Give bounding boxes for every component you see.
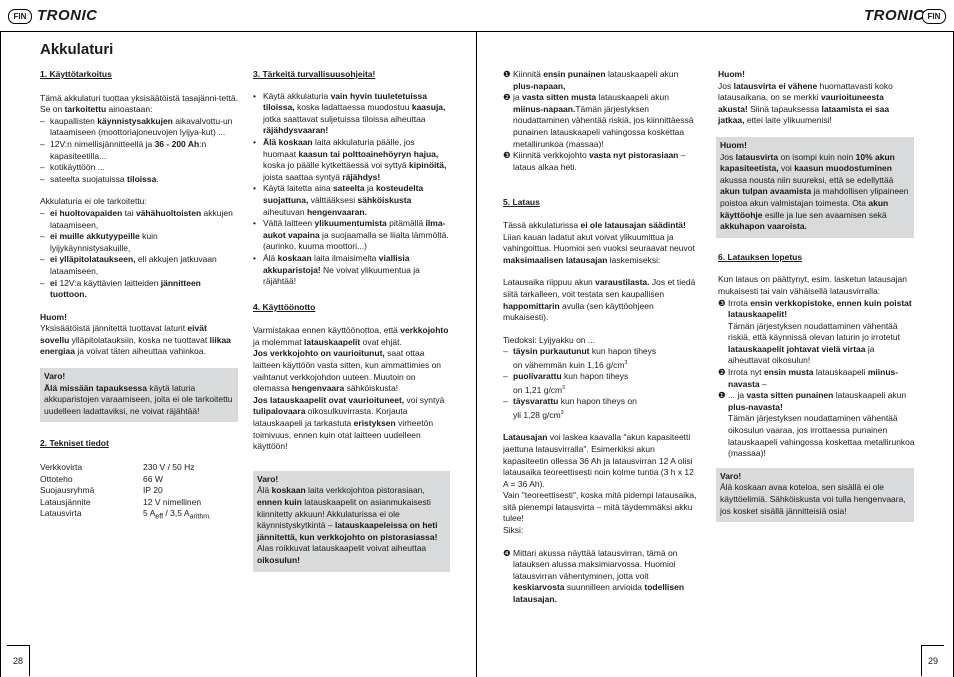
charging-p3: Tiedoksi: Lyijyakku on ... — [503, 334, 595, 345]
info-box: Huom! Jos latausvirta on isompi kuin noin 10% akun kapasiteetista, voi kaasun muodostuminen akussa nousta niin suureksi, että se edellyttää akun tulpan avaamista ja mahdollisen ylipaineen poistoa akun valmistajan toimesta. Ota akun käyttöohje esille ja lue sen avaamisen sekä akkuhapon vaaroista. — [716, 137, 914, 238]
step-4: ❹ Mittari akussa näyttää latausvirran, tämä on latauksen alussa maksimiarvossa. Huomioi latausvirran vähentyminen, jotta voit keskiarvosta suunnilleen arvioida todellisen latausajan. — [503, 547, 685, 605]
section-heading-tech: 2. Tekniset tiedot — [40, 438, 109, 449]
list-item: – ei muille akkutyypeille kuin lyijykäynnistysakuille, — [40, 231, 238, 254]
usage-list — [40, 116, 238, 186]
section-heading-end: 6. Latauksen lopetus — [718, 251, 803, 262]
list-item: – täysin purkautunut kun hapon tiheys on vähemmän kuin 1,16 $g/cm^3$ — [503, 346, 700, 371]
step-2: ❷ ja vasta sitten musta latauskaapeli akun miinus-napaan.Tämän järjestyksen noudattaminen vähentää riskiä, jos kiinnittäessä punainen latauskaapeli vahingossa koskettaa metallirunkoa (massaa)! — [503, 92, 694, 149]
charging-p4: Latausajan voi laskea kaavalla "akun kapasiteetti jaettuna latausvirralla". Esimerkiksi akun kapasiteetin ollessa 36 Ah ja latausvirran 12 A olisi latausaika teoreettisesti noin kolme tuntia (3 h x 12 A = 36 Ah). — [503, 432, 694, 489]
brand-logo-right: TRONIC — [864, 7, 925, 24]
section-heading-usage: 1. Käyttötarkoitus — [40, 69, 112, 79]
end-step-1: ❶ ... ja vasta sitten punainen latauskaapeli akun plus-navasta! Tämän järjestyksen noudattaminen vähentää oikosulun vaaraa, jos irrottaessa punainen latauskaapeli vahingossa koskettaa metallirunkoa (massaa)! — [718, 390, 915, 459]
column-1 — [40, 69, 238, 524]
table-row: Verkkovirta 230 V / 50 Hz — [40, 462, 195, 473]
list-item: – sateelta suojatuissa tiloissa. — [40, 174, 238, 186]
section-heading-safety: 3. Tärkeitä turvallisuusohjeita! — [253, 69, 376, 79]
list-item: – kaupallisten käynnistysakkujen aikavalvottu-un lataamiseen (moottoriajoneuvojen lyijya-kut) ... — [40, 116, 238, 139]
caution-box-3: Varo! Älä koskaan avaa koteloa, sen sisällä ei ole käyttöelimiä. Sähköiskusta voi tulla hengenvaara, jos kosket sisällä jännitteisiä osia! — [716, 468, 914, 522]
lang-badge-right: FIN — [922, 9, 946, 24]
step-1: ❶ Kiinnitä ensin punainen latauskaapeli akun plus-napaan, — [503, 69, 679, 91]
startup-p2: Jos verkkojohto on vaurioitunut, saat ottaa laitteen käyttöön vasta sitten, kun ammattimies on vaihtanut verkkojohdon uuteen. Muutoin on olemassa hengenvaara sähköiskusta! — [253, 348, 442, 394]
density-list — [503, 346, 700, 421]
not-intended-list — [40, 208, 238, 301]
column-3 — [503, 69, 700, 606]
startup-p3: Jos latauskaapelit ovat vaurioituneet, voi syntyä tulipalovaara oikosulkuvirrasta. Korjauta latauskaapeli ja tarkastuta eristyksen virheetön toimivuus, ennen kuin otat laitteen uudelleen käyttöön! — [253, 394, 445, 452]
end-step-2: ❷ Irrota nyt ensin musta latauskaapeli miinus-navasta – — [718, 367, 899, 389]
top-divider — [0, 31, 954, 32]
caution-box-2: Varo! Älä koskaan laita verkkojohtoa pistorasiaan, ennen kuin latauskaapelit on asianmukaisesti kiinnitetty akkuun! Akkulaturissa ei ole käynnistyskytkintä – latauskaapeleissa on heti jännitettä, kun verkkojohto on pistorasiassa! Alas roikkuvat latauskaapelit voivat aiheuttaa oikosulun! — [253, 471, 450, 572]
warning-text: Yksisäätöistä jännitettä tuottavat laturit eivät sovellu ylläpitolatauksiin, koska ne tuottavat liikaa energiaa ja voivat täten aiheuttaa vahinkoa. — [40, 323, 231, 357]
note-heading: Huom! — [718, 69, 745, 79]
brand-logo-left: TRONIC — [37, 7, 98, 24]
charging-p5: Vain "teoreettisesti", koska mitä pidempi latausaika, sitä pienempi latausvirta – mitä täydemmäksi akku tulee! — [503, 490, 697, 524]
list-item: • Älä koskaan laita akkulaturia päälle, jos huomaat kaasun tai polttoainehöyryn hajua, koska jo päälle kytkettäessä voi syttyä kipinöitä, joista saattaa syntyä räjähdys! — [253, 137, 450, 183]
warning-heading: Huom! — [40, 311, 67, 322]
end-step-3: ❸ Irrota ensin verkkopistoke, ennen kuin poistat latauskaapelit! Tämän järjestyksen noudattaminen vähentää riskiä, että käynnissä olevan laturin jo irrotetut latauskaapelit johtavat vielä virtaa ja aiheuttavat oikosulun! — [718, 297, 912, 366]
list-item: – puolivarattu kun hapon tiheys on 1,21 $g/cm^3$ — [503, 371, 700, 396]
tech-specs-table — [40, 462, 211, 524]
end-intro: Kun lataus on päättynyt, esim. lasketun latausajan mukaisesti tai vain vähäisellä latausvirralla: — [718, 274, 908, 296]
list-item: • Käytä akkulaturia vain hyvin tuuletetuissa tiloissa, koska ladattaessa muodostuu kaasuja, jotka saattavat suljetuissa tiloissa aiheuttaa räjähdysvaaran! — [253, 91, 450, 137]
table-row: Latausjännite 12 V nimellinen — [40, 496, 202, 507]
list-item: – täysvarattu kun hapon tiheys on yli 1,28 $g/cm^3$ — [503, 396, 700, 421]
page-number-right: 29 — [921, 645, 944, 676]
not-intended-intro: Akkulaturia ei ole tarkoitettu: — [40, 196, 147, 207]
list-item: • Vältä laitteen ylikuumentumista pitämällä ilma-aukot vapaina ja suojaamalla se liialta lämmöltä. (aurinko, kuuma moottori...) — [253, 218, 450, 253]
table-row: Latausvirta 5 $A_{eff} / 3,5$ $A_{arithm.}$ — [40, 508, 212, 522]
table-row: Suojausryhmä IP 20 — [40, 485, 163, 496]
list-item: – ei 12V:a käyttävien laitteiden jännitteen tuottoon. — [40, 278, 238, 301]
column-2 — [253, 69, 450, 572]
usage-intro: Tämä akkulaturi tuottaa yksisäätöistä tasajänni-tettä. Se on tarkoitettu ainoastaan: — [40, 92, 238, 115]
center-gutter-line — [476, 31, 477, 677]
charging-p6: Siksi: — [503, 525, 524, 536]
list-item: • Käytä laitetta aina sateelta ja kosteudelta suojattuna, välttääksesi sähköiskusta aiheutuvan hengenvaaran. — [253, 183, 450, 218]
table-row: Ottoteho 66 W — [40, 473, 163, 484]
startup-p1: Varmistakaa ennen käyttöönottoa, että verkkojohto ja molemmat latauskaapelit ovat ehjät. — [253, 325, 449, 347]
left-margin-line — [0, 31, 1, 677]
charging-p2: Latausaika riippuu akun varaustilasta. Jos et tiedä siitä tarkalleen, voit testata sen kaupallisen happomittarin avulla (sen käyttöohjeen mukaisesti). — [503, 277, 696, 323]
column-4 — [718, 69, 915, 522]
safety-list — [253, 91, 450, 288]
charging-p1: Tässä akkulaturissa ei ole latausajan säädintä! Liian kauan ladatut akut voivat ylikuumittua ja vahingoittua. Huomioi sen vuoksi seuraavat neuvot maksimaalisen latausajan laskemiseksi: — [503, 219, 695, 265]
list-item: • Älä koskaan laita ilmaisimelta viallisia akkuparistoja! Ne voivat ylikuumentua ja räjähtää! — [253, 253, 450, 288]
page-title: Akkulaturi — [40, 41, 114, 58]
page-number-left: 28 — [7, 645, 30, 676]
list-item: – kotikäyttöön ... — [40, 162, 238, 174]
list-item: – ei huoltovapaiden tai vähähuoltoisten akkujen lataamiseen, — [40, 208, 238, 231]
caution-box-1: Varo! Älä missään tapauksessa käytä laturia akkuparistojen varaamiseen, joita ei ole tarkoitettu uudelleen ladattaviksi, ne voivat räjähtää! — [40, 368, 238, 422]
step-3: ❸ Kiinnitä verkkojohto vasta nyt pistorasiaan – lataus alkaa heti. — [503, 150, 686, 172]
note-text: Jos latausvirta ei vähene huomattavasti koko latausaikana, on se merkki vaurioituneesta akusta! Siinä tapauksessa lataamista ei saa jatkaa, ettei laite ylikuumenisi! — [718, 80, 893, 126]
lang-badge-left: FIN — [8, 9, 32, 24]
list-item: – 12V:n nimellisjännitteellä ja 36 - 200 Ah:n kapasiteetilla... — [40, 139, 238, 162]
list-item: – ei ylläpitolataukseen, eli akkujen jatkuvaan lataamiseen, — [40, 254, 238, 277]
section-heading-startup: 4. Käyttöönotto — [253, 301, 316, 312]
section-heading-charging: 5. Lataus — [503, 197, 540, 208]
